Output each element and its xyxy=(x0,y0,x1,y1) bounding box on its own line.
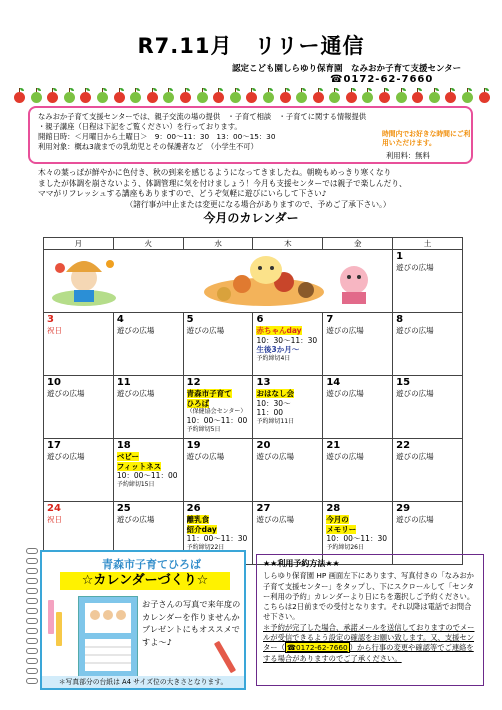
calendar-cell xyxy=(183,376,253,439)
apple-icon xyxy=(114,92,125,103)
reservation-phone: ☎0172-62-7660 xyxy=(286,643,348,653)
day-number: 28 xyxy=(326,503,341,514)
event-time: 11：00 xyxy=(256,408,284,417)
apple-icon xyxy=(80,92,91,103)
event-label: 遊びの広場 xyxy=(116,389,155,398)
event-title: 赤ちゃんday xyxy=(256,326,302,335)
apple-icon xyxy=(396,92,407,103)
reservation-deadline: 予約締切15日 xyxy=(116,480,155,488)
autumn-illustration xyxy=(44,250,393,313)
flyer-footnote: ＊写真部分の台紙は A4 サイズ位の大きさとなります。 xyxy=(42,676,244,688)
weekday-header: 金 xyxy=(323,238,393,250)
fee-text: 利用料：無料 xyxy=(386,151,430,160)
day-number: 6 xyxy=(256,314,264,325)
weekday-header: 木 xyxy=(253,238,323,250)
flyer-body: お子さんの写真で来年度のカレンダーを作りませんかプレゼントにもオススメですよ～♪ xyxy=(142,599,241,647)
calendar-cell xyxy=(323,439,393,502)
day-number: 7 xyxy=(326,314,334,325)
apple-icon xyxy=(445,92,456,103)
calendar-table xyxy=(43,237,463,565)
event-time: 10：30～11：30 xyxy=(256,335,318,345)
calendar-cell xyxy=(393,313,463,376)
event-venue: （保健協会センター） xyxy=(186,408,247,415)
event-target-age: 生後3か月～ xyxy=(256,345,300,354)
apple-icon xyxy=(47,92,58,103)
calendar-making-flyer xyxy=(40,550,246,690)
apple-icon xyxy=(230,92,241,103)
apple-icon xyxy=(346,92,357,103)
event-time: 11：00～11：30 xyxy=(186,534,248,543)
day-number: 4 xyxy=(116,314,124,325)
event-label: 遊びの広場 xyxy=(396,515,434,524)
holiday-label: 祝日 xyxy=(47,326,62,335)
apple-icon xyxy=(130,92,141,103)
weekday-header: 月 xyxy=(44,238,114,250)
calendar-cell xyxy=(323,313,393,376)
apple-border xyxy=(14,88,490,104)
day-number: 5 xyxy=(186,314,194,325)
apple-icon xyxy=(280,92,291,103)
event-title: メモリー xyxy=(326,524,357,534)
event-label: 遊びの広場 xyxy=(256,515,294,524)
day-number: 3 xyxy=(47,314,54,325)
reservation-note-end: ）から行事の変更や確認等でご連絡をする場合がありますのでご了承ください。 xyxy=(263,643,474,663)
calendar-cell xyxy=(183,313,253,376)
apple-icon xyxy=(14,92,25,103)
event-label: 遊びの広場 xyxy=(116,326,155,335)
calendar-cell xyxy=(113,376,183,439)
event-title: フィットネス xyxy=(116,461,162,471)
day-number: 25 xyxy=(116,503,131,514)
intro-line: ママがリフレッシュする講座もありますので、どうぞ気軽に遊びにいらして下さい♪ xyxy=(38,189,327,198)
apple-icon xyxy=(296,92,307,103)
event-label: 遊びの広場 xyxy=(186,326,225,335)
day-number: 15 xyxy=(396,377,411,388)
eligibility: 利用対象：概ね3歳までの乳幼児とその保護者など （小学生不可） xyxy=(38,142,258,151)
weekday-header: 水 xyxy=(183,238,253,250)
day-number: 27 xyxy=(256,503,271,514)
intro-notice: （諸行事が中止または変更になる場合がありますので、予めご了承下さい。） xyxy=(125,199,391,209)
apple-icon xyxy=(313,92,324,103)
event-label: 遊びの広場 xyxy=(47,389,85,398)
event-label: 遊びの広場 xyxy=(116,515,155,524)
sample-calendar-art xyxy=(79,597,137,677)
day-number: 24 xyxy=(47,503,61,514)
page-title: R7.11月 リリー通信 xyxy=(137,34,365,58)
reservation-note: ＊予約が完了した場合、承諾メールを送信しておりますのでメールが受信できるよう設定の確認をお願い致します。又、支援センター（ xyxy=(263,622,475,653)
phone-number: ☎0172-62-7660 xyxy=(330,74,434,85)
intro-message xyxy=(38,168,478,210)
calendar-title: 今月のカレンダー xyxy=(203,211,299,225)
day-number: 22 xyxy=(396,440,411,451)
day-number: 8 xyxy=(396,314,404,325)
apple-icon xyxy=(213,92,224,103)
reservation-deadline: 予約締切4日 xyxy=(256,354,291,362)
flyer-heading: 青森市子育てひろば xyxy=(102,558,201,571)
event-label: 遊びの広場 xyxy=(326,452,364,461)
event-time: 10：00～11：30 xyxy=(326,534,387,543)
event-label: 遊びの広場 xyxy=(396,263,434,272)
organization-name: 認定こども園しらゆり保育園 なみおか子育て支援センター xyxy=(232,64,462,74)
calendar-cell xyxy=(393,376,463,439)
day-number: 10 xyxy=(47,377,61,388)
apple-icon xyxy=(462,92,473,103)
reservation-deadline: 予約締切5日 xyxy=(186,425,221,433)
calendar-cell xyxy=(393,250,463,313)
day-number: 18 xyxy=(116,440,131,451)
apple-icon xyxy=(479,92,490,103)
apple-icon xyxy=(97,92,108,103)
calendar-cell xyxy=(44,376,114,439)
intro-line: ましたが体調を崩さないよう、体調管理に気を付けましょう！今月も支援センターでは親子で楽しんだり、 xyxy=(38,178,407,188)
event-title: 今月の xyxy=(326,515,349,524)
info-line: なみおか子育て支援センターでは、親子交流の場の提供 ・子育て相談 ・子育てに関する情報提供 xyxy=(38,112,367,121)
calendar-cell xyxy=(253,313,323,376)
reservation-deadline: 予約締切22日 xyxy=(186,543,225,551)
event-title: 離乳食 xyxy=(186,515,210,524)
day-number: 29 xyxy=(396,503,411,514)
apple-icon xyxy=(263,92,274,103)
intro-line: 木々の葉っぱが鮮やかに色付き、秋の到来を感じるようになってきましたね。朝晩もめっきり寒くなり xyxy=(38,168,392,177)
day-number: 1 xyxy=(396,251,404,262)
reservation-instructions: しらゆり保育園 HP 画面左下にあります、写真付きの「なみおか子育て支援センター」をタップし、下にスクロールして「センター利用の予約」カレンダーより日にちを選択しご予約ください。こちらは2日前までの受付となります。それ以降は電話でお問合せ下さい。 xyxy=(263,571,475,622)
event-title: ひろば xyxy=(186,398,210,408)
reservation-deadline: 予約締切26日 xyxy=(326,543,364,551)
calendar-cell xyxy=(253,376,323,439)
day-number: 12 xyxy=(186,377,201,388)
calendar-cell xyxy=(253,439,323,502)
event-title: 青森市子育て xyxy=(186,389,232,398)
reservation-title: ★★利用予約方法★★ xyxy=(263,559,340,568)
weekday-header: 土 xyxy=(393,238,463,250)
sample-calendar-photo xyxy=(78,596,138,678)
apple-icon xyxy=(64,92,75,103)
event-label: 遊びの広場 xyxy=(396,326,434,335)
day-number: 19 xyxy=(186,440,201,451)
apple-icon xyxy=(163,92,174,103)
day-number: 13 xyxy=(256,377,271,388)
calendar-cell xyxy=(113,439,183,502)
event-label: 遊びの広場 xyxy=(326,326,364,335)
apple-icon xyxy=(147,92,158,103)
calendar-cell xyxy=(323,376,393,439)
holiday-label: 祝日 xyxy=(47,515,62,524)
event-title: 紹介day xyxy=(186,524,217,534)
autumn-illustration-art xyxy=(44,250,390,310)
reservation-deadline: 予約締切11日 xyxy=(256,417,295,425)
opening-hours: 開館日時：＜月曜日から土曜日＞ 9：00～11：30 13：00～15：30 xyxy=(38,132,276,141)
event-title: おはなし会 xyxy=(256,389,294,398)
calendar-cell xyxy=(393,439,463,502)
apple-icon xyxy=(379,92,390,103)
day-number: 17 xyxy=(47,440,61,451)
calendar-cell xyxy=(44,313,114,376)
apple-icon xyxy=(429,92,440,103)
event-label: 遊びの広場 xyxy=(47,452,85,461)
apple-icon xyxy=(246,92,257,103)
event-label: 遊びの広場 xyxy=(256,452,294,461)
calendar-cell xyxy=(44,439,114,502)
info-line: ・親子講座（日程は下記をご覧ください）を行っております。 xyxy=(38,122,242,131)
event-label: 遊びの広場 xyxy=(396,452,434,461)
apple-icon xyxy=(412,92,423,103)
day-number: 11 xyxy=(116,377,131,388)
event-label: 遊びの広場 xyxy=(186,452,225,461)
calendar-cell xyxy=(113,313,183,376)
event-title: ベビー xyxy=(116,452,140,461)
day-number: 21 xyxy=(326,440,341,451)
flyer-title: ☆カレンダーづくり☆ xyxy=(60,572,230,590)
anytime-note: 時間内でお好きな時間にご利用いただけます。 xyxy=(382,130,471,147)
apple-icon xyxy=(362,92,373,103)
day-number: 14 xyxy=(326,377,341,388)
event-label: 遊びの広場 xyxy=(396,389,434,398)
apple-icon xyxy=(180,92,191,103)
event-time: 10：00～11：00 xyxy=(116,471,178,480)
reservation-box xyxy=(256,554,484,686)
apple-icon xyxy=(31,92,42,103)
day-number: 26 xyxy=(186,503,201,514)
event-time: 10：00～11：00 xyxy=(186,416,248,425)
crayon-icon xyxy=(56,612,62,646)
notebook-spiral xyxy=(26,548,40,694)
crayon-icon xyxy=(48,600,54,634)
event-label: 遊びの広場 xyxy=(326,389,364,398)
apple-icon xyxy=(329,92,340,103)
apple-icon xyxy=(197,92,208,103)
calendar-cell xyxy=(183,439,253,502)
weekday-header: 火 xyxy=(113,238,183,250)
day-number: 20 xyxy=(256,440,271,451)
event-time: 10：30～ xyxy=(256,398,291,408)
